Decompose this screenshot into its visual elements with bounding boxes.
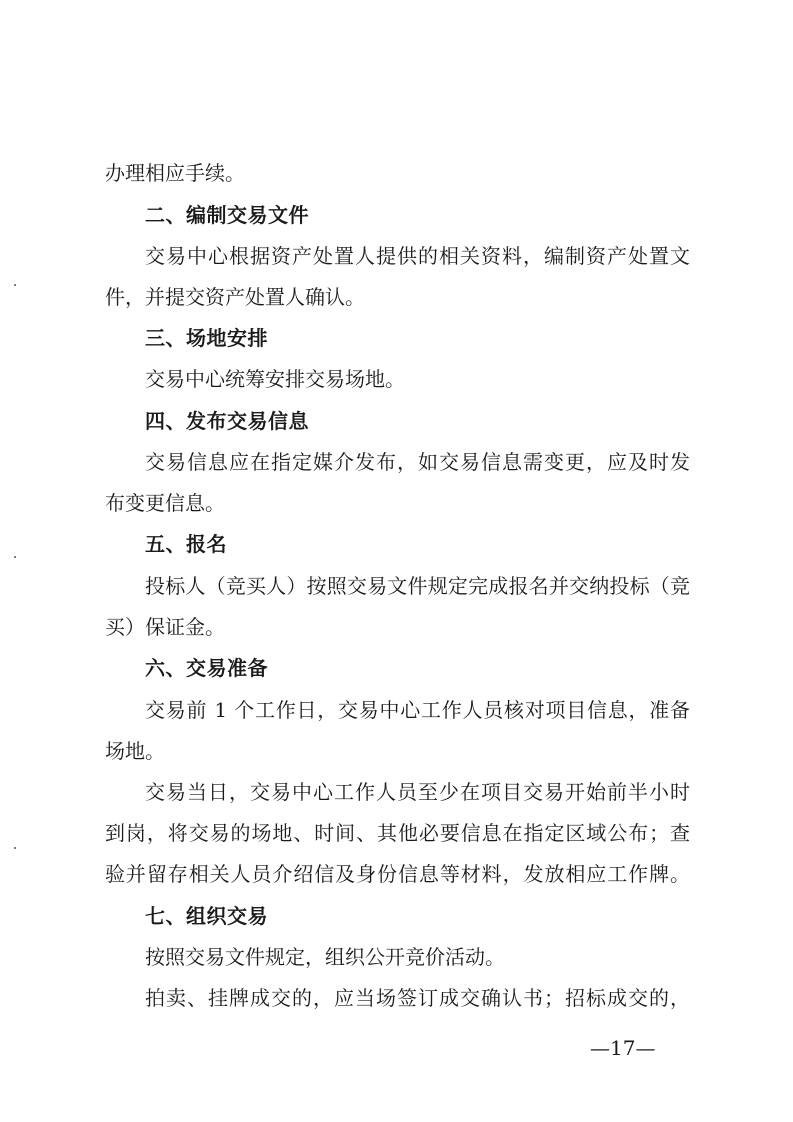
paragraph-line: 买）保证金。 xyxy=(105,615,225,639)
paragraph-line: 交易信息应在指定媒介发布，如交易信息需变更，应及时发 xyxy=(145,450,690,474)
page-number: —17— xyxy=(590,1036,656,1060)
section-heading-4: 四、发布交易信息 xyxy=(145,409,309,433)
section-heading-2: 二、编制交易文件 xyxy=(145,203,309,227)
margin-mark xyxy=(14,556,16,558)
paragraph-line: 验并留存相关人员介绍信及身份信息等材料，发放相应工作牌。 xyxy=(105,862,690,886)
paragraph-line: 投标人（竞买人）按照交易文件规定完成报名并交纳投标（竞 xyxy=(145,574,690,598)
paragraph-line: 布变更信息。 xyxy=(105,491,225,515)
paragraph-line: 件，并提交资产处置人确认。 xyxy=(105,285,365,309)
section-heading-5: 五、报名 xyxy=(145,532,227,556)
paragraph-line: 到岗，将交易的场地、时间、其他必要信息在指定区域公布；查 xyxy=(105,821,690,845)
section-heading-6: 六、交易准备 xyxy=(145,656,268,680)
paragraph-line: 办理相应手续。 xyxy=(105,161,245,185)
paragraph-line: 交易中心根据资产处置人提供的相关资料，编制资产处置文 xyxy=(145,244,690,268)
section-heading-3: 三、场地安排 xyxy=(145,326,268,350)
paragraph-line: 交易中心统筹安排交易场地。 xyxy=(145,367,405,391)
paragraph-line: 交易当日，交易中心工作人员至少在项目交易开始前半小时 xyxy=(145,780,690,804)
margin-mark xyxy=(14,284,16,286)
paragraph-line: 交易前 1 个工作日，交易中心工作人员核对项目信息，准备 xyxy=(145,698,690,722)
paragraph-line: 场地。 xyxy=(105,739,165,763)
margin-mark xyxy=(14,847,16,849)
section-heading-7: 七、组织交易 xyxy=(145,904,268,928)
paragraph-line: 拍卖、挂牌成交的，应当场签订成交确认书；招标成交的， xyxy=(145,986,690,1010)
paragraph-line: 按照交易文件规定，组织公开竞价活动。 xyxy=(145,945,505,969)
